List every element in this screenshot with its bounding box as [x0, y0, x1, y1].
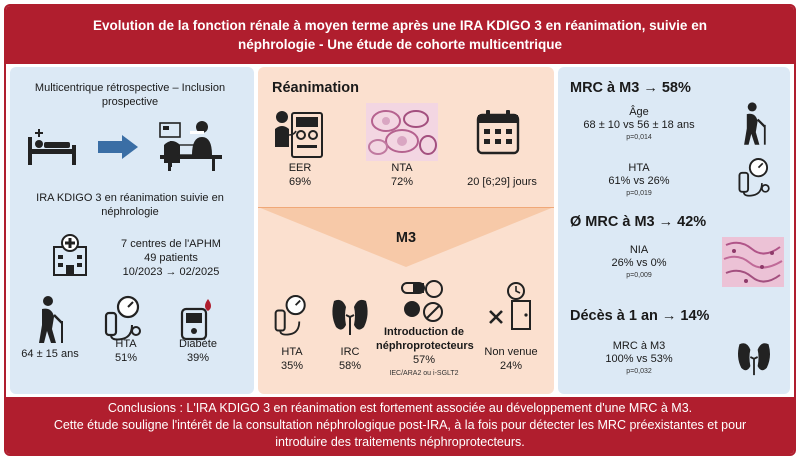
diabete-value: 39% — [186, 352, 210, 364]
inclusion-period: 10/2023 → 02/2025 — [122, 266, 220, 278]
patients-count: 49 patients — [144, 252, 198, 264]
reanimation-title: Réanimation — [272, 80, 360, 96]
hospital-icon — [50, 233, 90, 277]
elderly-icon — [736, 101, 772, 147]
hta-label: HTA — [115, 338, 137, 350]
age-label: Âge — [629, 106, 649, 118]
arrow-right-icon — [96, 133, 140, 161]
calendar-icon — [474, 107, 522, 157]
eer-label: EER — [288, 162, 312, 174]
nonvenue-label: Non venue — [484, 346, 538, 358]
mean-age: 64 ± 15 ans — [21, 348, 79, 360]
right-hta-p: p=0,019 — [626, 190, 652, 197]
right-hta-value: 61% vs 26% — [608, 175, 670, 187]
eer-value: 69% — [288, 176, 312, 188]
conclusion-line-2: Cette étude souligne l'intérêt de la consultation néphrologique post-IRA, à la fois pour détecter les MRC préexistantes et pour introduire des traitements néphroprotecteurs. — [53, 418, 747, 449]
duration: 20 [6;29] jours — [467, 176, 537, 188]
intro-value: 57% — [412, 354, 436, 366]
middle-panel — [258, 67, 554, 394]
m3-hta-label: HTA — [281, 346, 303, 358]
nta-label: NTA — [391, 162, 413, 174]
age-p: p=0,014 — [626, 134, 652, 141]
irc-value: 58% — [338, 360, 362, 372]
diabete-label: Diabète — [179, 338, 217, 350]
nonvenue-value: 24% — [499, 360, 523, 372]
consultation-icon — [158, 115, 224, 173]
no-mrc-title: Ø MRC à M3 → 42% — [570, 214, 707, 230]
nia-p: p=0,009 — [626, 272, 652, 279]
centres-count: 7 centres de l'APHM — [121, 238, 221, 250]
nia-value: 26% vs 0% — [611, 257, 667, 269]
irc-label: IRC — [340, 346, 360, 358]
intro-label: Introduction de néphroprotecteurs — [376, 326, 474, 352]
poster-frame — [4, 4, 796, 456]
m3-title: M3 — [395, 230, 417, 246]
mrc-m3-value: 100% vs 53% — [605, 353, 673, 365]
intro-note: IEC/ARA2 ou i-SGLT2 — [389, 370, 459, 377]
patient-bed-icon — [24, 127, 80, 169]
poster-title: Evolution de la fonction rénale à moyen terme après une IRA KDIGO 3 en réanimation, suivie en néphrologie - Une étude de cohorte multicentrique — [6, 6, 794, 64]
left-panel — [10, 67, 254, 394]
elderly-icon — [30, 295, 70, 345]
population: IRA KDIGO 3 en réanimation suivie en néphrologie — [36, 192, 224, 218]
bp-monitor-icon — [102, 295, 146, 343]
bp-monitor-icon — [736, 157, 774, 199]
pills-icon — [398, 277, 446, 327]
glucometer-icon — [178, 295, 218, 341]
kidney-icon — [734, 337, 774, 377]
dialysis-machine-icon — [272, 107, 328, 159]
m3-hta-value: 35% — [280, 360, 304, 372]
hta-value: 51% — [114, 352, 138, 364]
right-hta-label: HTA — [628, 162, 650, 174]
histology-image — [366, 103, 438, 161]
mrc-title: MRC à M3 → 58% — [570, 80, 691, 96]
age-value: 68 ± 10 vs 56 ± 18 ans — [583, 119, 695, 131]
kidney-icon — [328, 293, 372, 337]
right-panel — [558, 67, 790, 394]
conclusion-line-1: Conclusions : L'IRA KDIGO 3 en réanimation est fortement associée au développement d'une MRC à M3. — [107, 401, 693, 415]
histology-image — [722, 237, 784, 287]
mrc-m3-label: MRC à M3 — [612, 340, 666, 352]
nia-label: NIA — [629, 244, 649, 256]
mrc-m3-p: p=0,032 — [626, 368, 652, 375]
conclusion-banner — [6, 397, 794, 454]
bp-monitor-icon — [272, 293, 312, 339]
door-exit-icon — [486, 281, 534, 331]
deces-title: Décès à 1 an → 14% — [570, 308, 710, 324]
nta-value: 72% — [390, 176, 414, 188]
study-design: Multicentrique rétrospective – Inclusion prospective — [34, 82, 226, 108]
